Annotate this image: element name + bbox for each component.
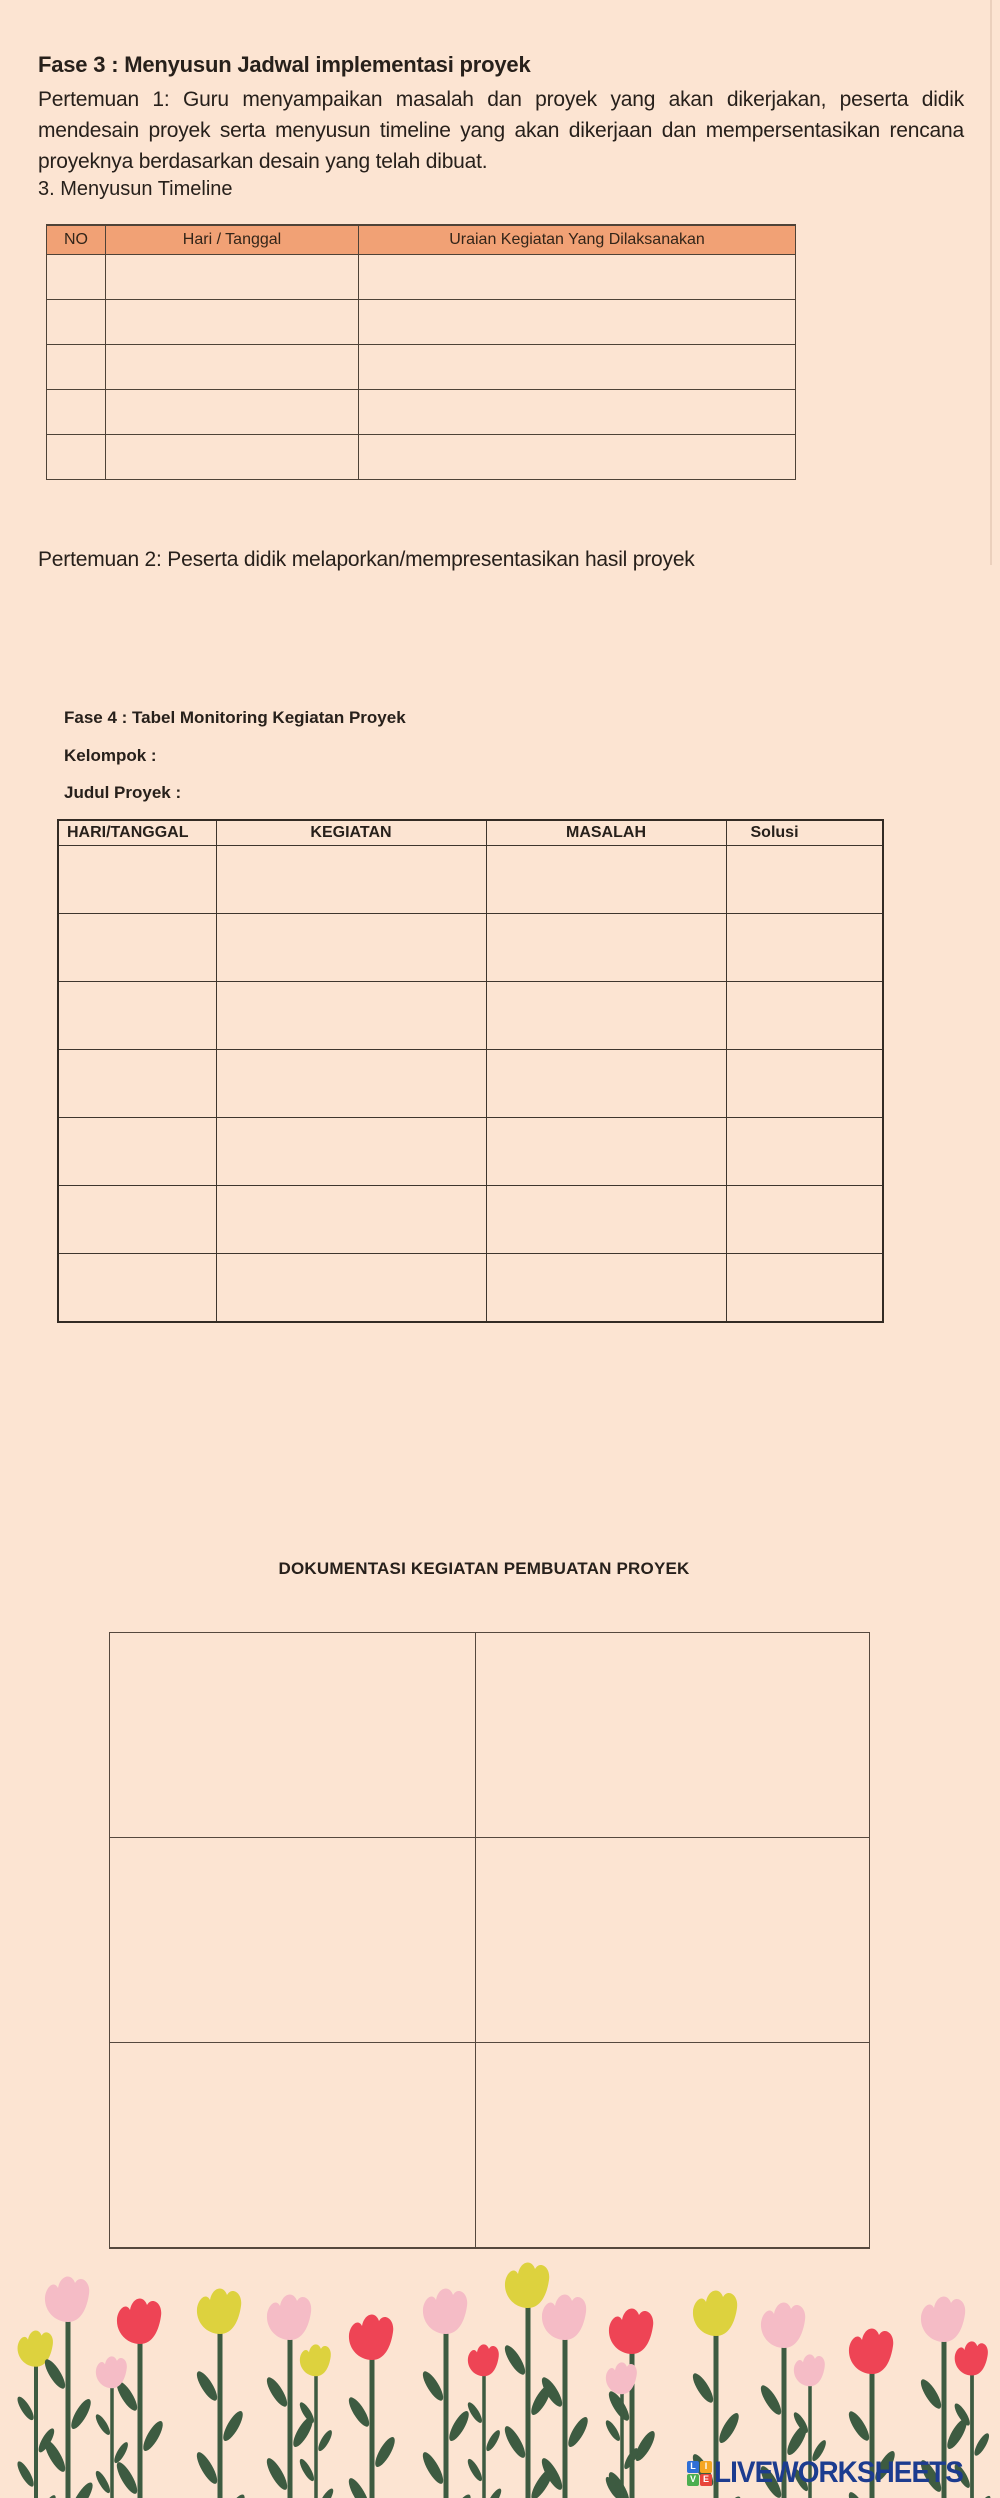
logo-tile-l: L xyxy=(687,2461,699,2473)
monitoring-header-row xyxy=(58,820,883,846)
timeline-cell-no[interactable] xyxy=(47,390,106,435)
timeline-cell-uraian[interactable] xyxy=(359,390,796,435)
monitoring-cell-masalah[interactable] xyxy=(486,914,726,982)
scan-edge-artifact xyxy=(990,0,992,565)
monitoring-col-hari: HARI/TANGGAL xyxy=(58,820,216,846)
timeline-header-row xyxy=(47,225,796,255)
logo-tile-v: V xyxy=(687,2474,699,2486)
monitoring-cell-hari[interactable] xyxy=(58,846,216,914)
dokumentasi-photo-cell[interactable] xyxy=(110,2043,476,2249)
monitoring-cell-solusi[interactable] xyxy=(726,1118,883,1186)
monitoring-cell-solusi[interactable] xyxy=(726,1050,883,1118)
monitoring-cell-kegiatan[interactable] xyxy=(216,1118,486,1186)
monitoring-cell-solusi[interactable] xyxy=(726,1186,883,1254)
dokumentasi-table xyxy=(109,1632,870,2249)
monitoring-col-kegiatan: KEGIATAN xyxy=(216,820,486,846)
monitoring-row xyxy=(58,982,883,1050)
timeline-row xyxy=(47,345,796,390)
fase4-title: Fase 4 : Tabel Monitoring Kegiatan Proyek xyxy=(64,708,406,727)
monitoring-cell-kegiatan[interactable] xyxy=(216,1050,486,1118)
dokumentasi-row xyxy=(110,2043,870,2249)
timeline-cell-uraian[interactable] xyxy=(359,300,796,345)
liveworksheets-logo[interactable] xyxy=(687,2456,982,2490)
logo-tile-e: E xyxy=(700,2474,712,2486)
dokumentasi-row xyxy=(110,1838,870,2043)
kelompok-label: Kelompok : xyxy=(64,746,157,765)
dokumentasi-photo-cell[interactable] xyxy=(110,1838,476,2043)
timeline-cell-hari[interactable] xyxy=(106,255,359,300)
monitoring-cell-solusi[interactable] xyxy=(726,982,883,1050)
menyusun-timeline-label: 3. Menyusun Timeline xyxy=(38,178,233,200)
timeline-row xyxy=(47,255,796,300)
timeline-cell-no[interactable] xyxy=(47,435,106,480)
dokumentasi-title: DOKUMENTASI KEGIATAN PEMBUATAN PROYEK xyxy=(278,1559,690,1578)
timeline-col-no: NO xyxy=(47,225,106,255)
monitoring-row xyxy=(58,1050,883,1118)
timeline-cell-uraian[interactable] xyxy=(359,345,796,390)
judul-proyek-label: Judul Proyek : xyxy=(64,783,182,802)
timeline-cell-no[interactable] xyxy=(47,300,106,345)
timeline-cell-uraian[interactable] xyxy=(359,435,796,480)
timeline-col-uraian: Uraian Kegiatan Yang Dilaksanakan xyxy=(359,225,796,255)
dokumentasi-photo-cell[interactable] xyxy=(110,1633,476,1838)
monitoring-cell-kegiatan[interactable] xyxy=(216,1254,486,1323)
timeline-cell-hari[interactable] xyxy=(106,435,359,480)
monitoring-cell-kegiatan[interactable] xyxy=(216,982,486,1050)
timeline-cell-uraian[interactable] xyxy=(359,255,796,300)
monitoring-cell-masalah[interactable] xyxy=(486,982,726,1050)
monitoring-row xyxy=(58,1118,883,1186)
monitoring-row xyxy=(58,1254,883,1323)
monitoring-cell-hari[interactable] xyxy=(58,914,216,982)
monitoring-cell-hari[interactable] xyxy=(58,982,216,1050)
monitoring-cell-hari[interactable] xyxy=(58,1186,216,1254)
liveworksheets-icon xyxy=(687,2461,712,2486)
monitoring-cell-solusi[interactable] xyxy=(726,1254,883,1323)
monitoring-row xyxy=(58,914,883,982)
dokumentasi-photo-cell[interactable] xyxy=(476,1633,870,1838)
dokumentasi-photo-cell[interactable] xyxy=(476,2043,870,2249)
timeline-col-hari: Hari / Tanggal xyxy=(106,225,359,255)
timeline-cell-no[interactable] xyxy=(47,255,106,300)
monitoring-cell-kegiatan[interactable] xyxy=(216,1186,486,1254)
timeline-cell-no[interactable] xyxy=(47,345,106,390)
monitoring-table xyxy=(57,819,884,1323)
pertemuan1-paragraph: Pertemuan 1: Guru menyampaikan masalah dan proyek yang akan dikerjakan, peserta didik mendesain proyek serta menyusun timeline yang akan dikerjaan dan mempersentasikan rencana proyeknya berdasarkan desain yang telah dibuat. xyxy=(38,88,964,173)
liveworksheets-wordmark: LIVEWORKSHEETS xyxy=(714,2456,963,2489)
monitoring-row xyxy=(58,1186,883,1254)
timeline-row xyxy=(47,300,796,345)
monitoring-cell-hari[interactable] xyxy=(58,1118,216,1186)
monitoring-col-solusi: Solusi xyxy=(726,820,883,846)
monitoring-cell-kegiatan[interactable] xyxy=(216,914,486,982)
timeline-cell-hari[interactable] xyxy=(106,390,359,435)
timeline-row xyxy=(47,390,796,435)
timeline-cell-hari[interactable] xyxy=(106,300,359,345)
dokumentasi-row xyxy=(110,1633,870,1838)
monitoring-cell-kegiatan[interactable] xyxy=(216,846,486,914)
monitoring-cell-masalah[interactable] xyxy=(486,1118,726,1186)
timeline-cell-hari[interactable] xyxy=(106,345,359,390)
dokumentasi-photo-cell[interactable] xyxy=(476,1838,870,2043)
fase3-title: Fase 3 : Menyusun Jadwal implementasi proyek xyxy=(38,52,531,77)
monitoring-col-masalah: MASALAH xyxy=(486,820,726,846)
monitoring-cell-hari[interactable] xyxy=(58,1254,216,1323)
monitoring-cell-masalah[interactable] xyxy=(486,1186,726,1254)
monitoring-cell-masalah[interactable] xyxy=(486,846,726,914)
timeline-row xyxy=(47,435,796,480)
monitoring-cell-masalah[interactable] xyxy=(486,1050,726,1118)
monitoring-row xyxy=(58,846,883,914)
monitoring-cell-solusi[interactable] xyxy=(726,846,883,914)
pertemuan2-text: Pertemuan 2: Peserta didik melaporkan/mempresentasikan hasil proyek xyxy=(38,548,695,571)
timeline-table xyxy=(46,224,796,480)
monitoring-cell-solusi[interactable] xyxy=(726,914,883,982)
monitoring-cell-hari[interactable] xyxy=(58,1050,216,1118)
logo-tile-i: I xyxy=(700,2461,712,2473)
monitoring-cell-masalah[interactable] xyxy=(486,1254,726,1323)
